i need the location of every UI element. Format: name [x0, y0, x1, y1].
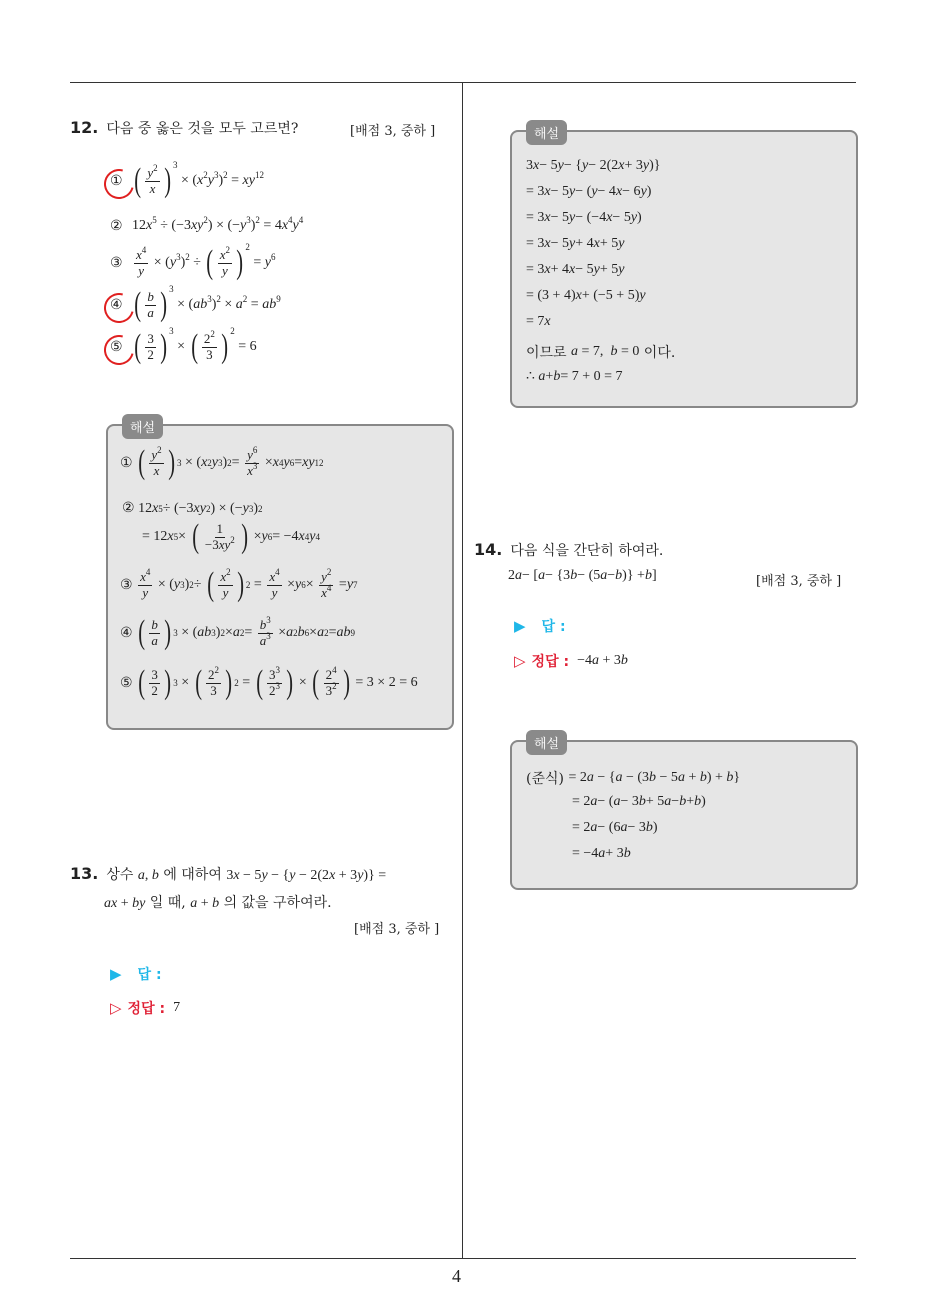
choice-label: ① — [110, 173, 123, 189]
solution-box-q12 — [106, 421, 454, 730]
solution-line-4: = 3 x − 5 y + 4 x + 5 y — [526, 236, 625, 251]
choice-3[interactable] — [110, 242, 276, 281]
score-tag: [배점 3, 중하 ] — [354, 922, 440, 937]
correct-answer-q13 — [110, 998, 180, 1018]
question-number: 12. — [70, 118, 99, 137]
correct-value: −4a + 3b — [577, 653, 628, 668]
outline-triangle-icon: ▷ — [514, 652, 526, 670]
solution-tag: 해설 — [122, 414, 163, 439]
correct-value: 7 — [173, 1000, 181, 1015]
play-icon: ▶ — [514, 617, 526, 635]
choice-expression: $\frac{x^4}{y}$ × $(y^3)^2$ ÷ ( $\frac{x^2}{y}$ ) $^2 = y^6$ — [136, 242, 276, 281]
column-divider — [462, 82, 463, 1258]
solution-line-1: (준식) = 2a − {a − (3b − 5a + b) + b} — [526, 770, 741, 787]
solution-line-4: ③ $\frac{x^4}{y}$ × ( y 3 ) 2 ÷ ( $\frac{x^2}{y}$ ) 2 = $\frac{x^4}{y}$ × y 6 × $\frac{y^2}{x^4}$ = y 7 — [120, 566, 358, 603]
question-number: 14. — [474, 540, 503, 559]
solution-line-4: = −4 a + 3 b — [572, 846, 631, 861]
question-14-expression: 2 a − [ a − {3 b − (5 a − b )} + b ] — [508, 568, 657, 583]
solution-line-5: ④ ( $\frac{b}{a}$ ) 3 × ( ab 3 ) 2 × a 2 = $\frac{b^3}{a^3}$ × a 2 b 6 × a 2 = ab 9 — [120, 614, 355, 651]
play-icon: ▶ — [110, 965, 122, 983]
choice-5[interactable] — [110, 326, 257, 365]
choice-label: ② — [110, 218, 123, 234]
answer-label: 답 : — [137, 967, 162, 983]
question-text: 다음 중 옳은 것을 모두 고르면? — [106, 121, 299, 137]
bottom-rule — [70, 1258, 856, 1259]
choice-label: ④ — [110, 297, 123, 313]
answer-label: 답 : — [541, 619, 566, 635]
choice-expression: ( $\frac{3}{2}$ ) $^3$ × ( $\frac{2^2}{3}$ ) $^2$ = 6 — [134, 326, 257, 365]
correct-label: 정답 : — [127, 1001, 166, 1017]
score-tag: [배점 3, 중하 ] — [756, 574, 842, 589]
page-number: 4 — [452, 1266, 461, 1286]
solution-line-3: = 12 x 5 × ( $\frac{1}{-3xy^2}$ ) × y 6 = −4 x 4 y 4 — [142, 518, 320, 555]
solution-tag: 해설 — [526, 730, 567, 755]
solution-line-3: = 3 x − 5 y − (−4 x − 5 y ) — [526, 210, 642, 225]
question-number: 13. — [70, 864, 99, 883]
question-text: 다음 식을 간단히 하여라. — [510, 543, 664, 559]
choice-2[interactable] — [110, 215, 304, 234]
choice-4[interactable] — [110, 284, 281, 323]
solution-line-3: = 2 a − (6 a − 3 b ) — [572, 820, 658, 835]
top-rule — [70, 82, 856, 83]
question-13-header: 13. 상수 a, b 에 대하여 3x − 5y − {y − 2(2x + 3y)} = ax + by 일 때, a + b 의 값을 구하여라. — [70, 864, 387, 911]
solution-line-2: ② 12 x 5 ÷ (−3 xy 2 ) × (− y 3 ) 2 — [122, 500, 263, 516]
solution-line-1: ① ( $\frac{y^2}{x}$ ) 3 × ( x 2 y 3 ) 2 = $\frac{y^6}{x^3}$ × x 4 y 6 = xy 12 — [120, 444, 324, 481]
correct-label: 정답 : — [531, 654, 570, 670]
choice-1[interactable] — [110, 160, 264, 199]
correct-answer-q14 — [514, 651, 628, 671]
choice-label: ⑤ — [110, 339, 123, 355]
question-14-header — [474, 540, 663, 560]
solution-line-8: 이므로 a = 7, b = 0 이다. — [526, 344, 676, 361]
solution-box-q13 — [510, 127, 858, 408]
solution-line-2: = 3 x − 5 y − ( y − 4 x − 6 y ) — [526, 184, 652, 199]
solution-line-7: = 7 x — [526, 314, 551, 329]
solution-line-6: = (3 + 4) x + (−5 + 5) y — [526, 288, 646, 303]
choice-label: ③ — [110, 255, 123, 271]
answer-input-q14[interactable] — [514, 616, 566, 636]
solution-line-1: 3 x − 5 y − { y − 2(2 x + 3 y )} — [526, 158, 661, 173]
choice-expression: ( $\frac{b}{a}$ ) $^3 \times (ab^3)^2 \times a^2 = ab^9$ — [134, 284, 281, 323]
solution-box-q14 — [510, 737, 858, 890]
choice-expression: ( $\frac{y^2}{x}$ ) $^3 \times (x^2y^3)^2 = xy^{12}$ — [134, 160, 264, 199]
score-tag: [배점 3, 중하 ] — [350, 124, 436, 139]
solution-line-9: ∴ a + b = 7 + 0 = 7 — [526, 368, 623, 384]
outline-triangle-icon: ▷ — [110, 999, 122, 1017]
solution-line-6: ⑤ ( $\frac{3}{2}$ ) 3 × ( $\frac{2^2}{3}$ ) 2 = ( $\frac{3^3}{2^3}$ ) × ( $\frac{2^4}{3^2}$ ) = 3 × 2 = 6 — [120, 664, 418, 701]
solution-line-5: = 3 x + 4 x − 5 y + 5 y — [526, 262, 625, 277]
solution-line-2: = 2 a − ( a − 3 b + 5 a − b + b ) — [572, 794, 706, 809]
solution-tag: 해설 — [526, 120, 567, 145]
answer-input-q13[interactable] — [110, 964, 162, 984]
question-12-header — [70, 118, 298, 138]
choice-expression: $12x^5 \div (-3xy^2) \times (-y^3)^2 = 4x^4y^4$ — [132, 215, 304, 233]
